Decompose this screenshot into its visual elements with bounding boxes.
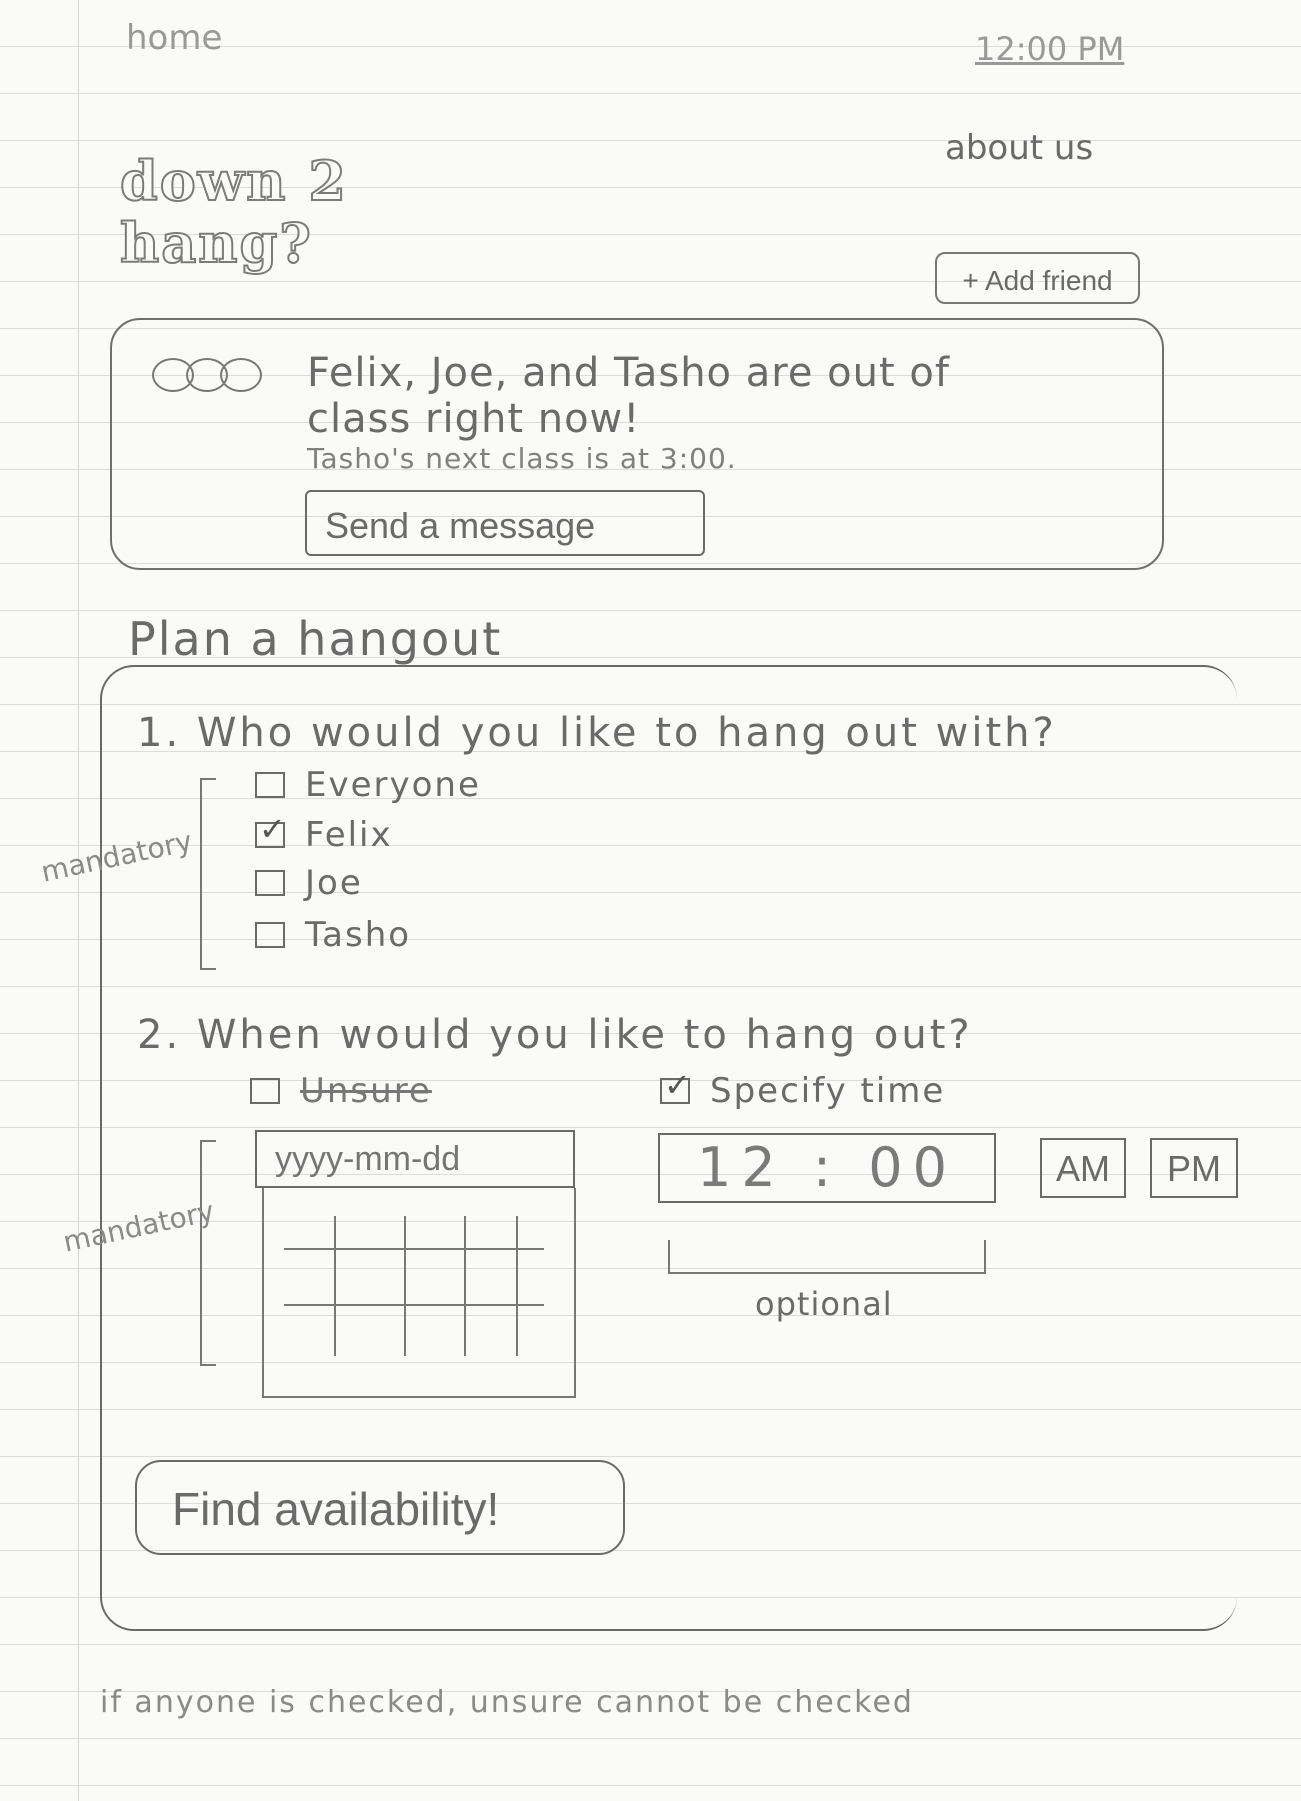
calendar-picker[interactable] [262,1188,576,1398]
date-bracket [200,1140,216,1366]
unsure-option[interactable] [250,1068,432,1114]
optional-brace [668,1240,986,1274]
free-friends-message: Felix, Joe, and Tasho are out of class right now! [307,350,950,442]
logo-line-2: hang? [120,211,313,275]
free-friends-card [110,318,1164,570]
plan-hangout-heading: Plan a hangout [128,612,503,666]
friend-option-tasho[interactable] [255,912,411,958]
pm-button[interactable]: PM [1150,1138,1238,1198]
friend-avatars-icon [152,358,272,398]
logo-line-1: down 2 [120,149,348,213]
add-friend-button[interactable]: + Add friend [935,252,1140,304]
tasho-checkbox[interactable] [255,922,285,948]
optional-label: optional [755,1285,893,1323]
find-availability-button[interactable]: Find availability! [135,1460,625,1555]
unsure-checkbox[interactable] [250,1078,280,1104]
friend-option-everyone[interactable] [255,762,481,808]
everyone-checkbox[interactable] [255,772,285,798]
friend-option-joe[interactable] [255,860,363,906]
clock-readout: 12:00 PM [975,30,1125,68]
app-logo[interactable] [120,150,380,320]
friend-label: Everyone [305,765,481,805]
friend-option-felix[interactable] [255,812,393,858]
am-button[interactable]: AM [1040,1138,1126,1198]
calendar-grid[interactable] [284,1216,544,1356]
send-message-button[interactable]: Send a message [305,490,705,556]
nav-about-us-link[interactable]: about us [945,128,1094,168]
specify-time-checkbox[interactable] [660,1078,690,1104]
specify-time-label: Specify time [710,1071,946,1111]
friends-bracket [200,778,216,970]
date-input[interactable] [255,1130,575,1188]
friend-label: Felix [305,815,393,855]
specify-time-option[interactable] [660,1068,945,1114]
friend-label: Joe [305,863,363,903]
joe-checkbox[interactable] [255,870,285,896]
unsure-label: Unsure [300,1071,432,1111]
notebook-margin-line [78,0,79,1801]
mandatory-note-q1: mandatory [38,824,196,889]
question-when: 2. When would you like to hang out? [137,1012,973,1058]
nav-home-link[interactable]: home [126,18,223,58]
friend-label: Tasho [305,915,412,955]
mandatory-note-q2: mandatory [60,1194,218,1259]
question-who: 1. Who would you like to hang out with? [137,710,1057,756]
felix-checkbox[interactable] [255,822,285,848]
next-class-note: Tasho's next class is at 3:00. [307,442,737,475]
design-footnote: if anyone is checked, unsure cannot be checked [100,1685,914,1720]
time-input[interactable]: 12 : 00 [658,1133,996,1203]
